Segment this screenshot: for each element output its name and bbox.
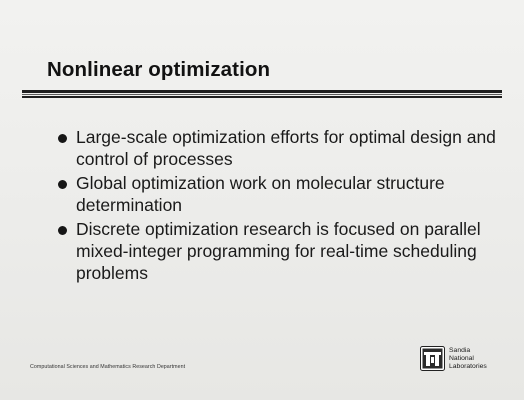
bullet-dot-icon (58, 134, 67, 143)
logo-wordmark (449, 347, 487, 370)
footer-department: Computational Sciences and Mathematics Research Department (30, 364, 186, 370)
bullet-dot-icon (58, 226, 67, 235)
bullet-text: Global optimization work on molecular structure determination (76, 173, 445, 215)
slide-title: Nonlinear optimization (47, 58, 271, 81)
bullet-item (58, 172, 506, 216)
sandia-logo (420, 345, 500, 375)
bullet-list (58, 126, 506, 286)
logo-line-laboratories: Laboratories (449, 362, 487, 370)
bullet-item (58, 126, 506, 170)
bullet-dot-icon (58, 180, 67, 189)
logo-line-national: National (449, 354, 474, 362)
bullet-text: Discrete optimization research is focused on parallel mixed-integer programming for real-time scheduling problems (76, 219, 481, 283)
sandia-thunderbird-icon (420, 346, 445, 371)
title-rule-bottom (22, 96, 502, 98)
bullet-item (58, 218, 506, 284)
logo-line-sandia: Sandia (449, 347, 471, 354)
bullet-text: Large-scale optimization efforts for optimal design and control of processes (76, 127, 496, 169)
title-rule-top (22, 90, 502, 93)
title-rule-middle (22, 94, 502, 95)
